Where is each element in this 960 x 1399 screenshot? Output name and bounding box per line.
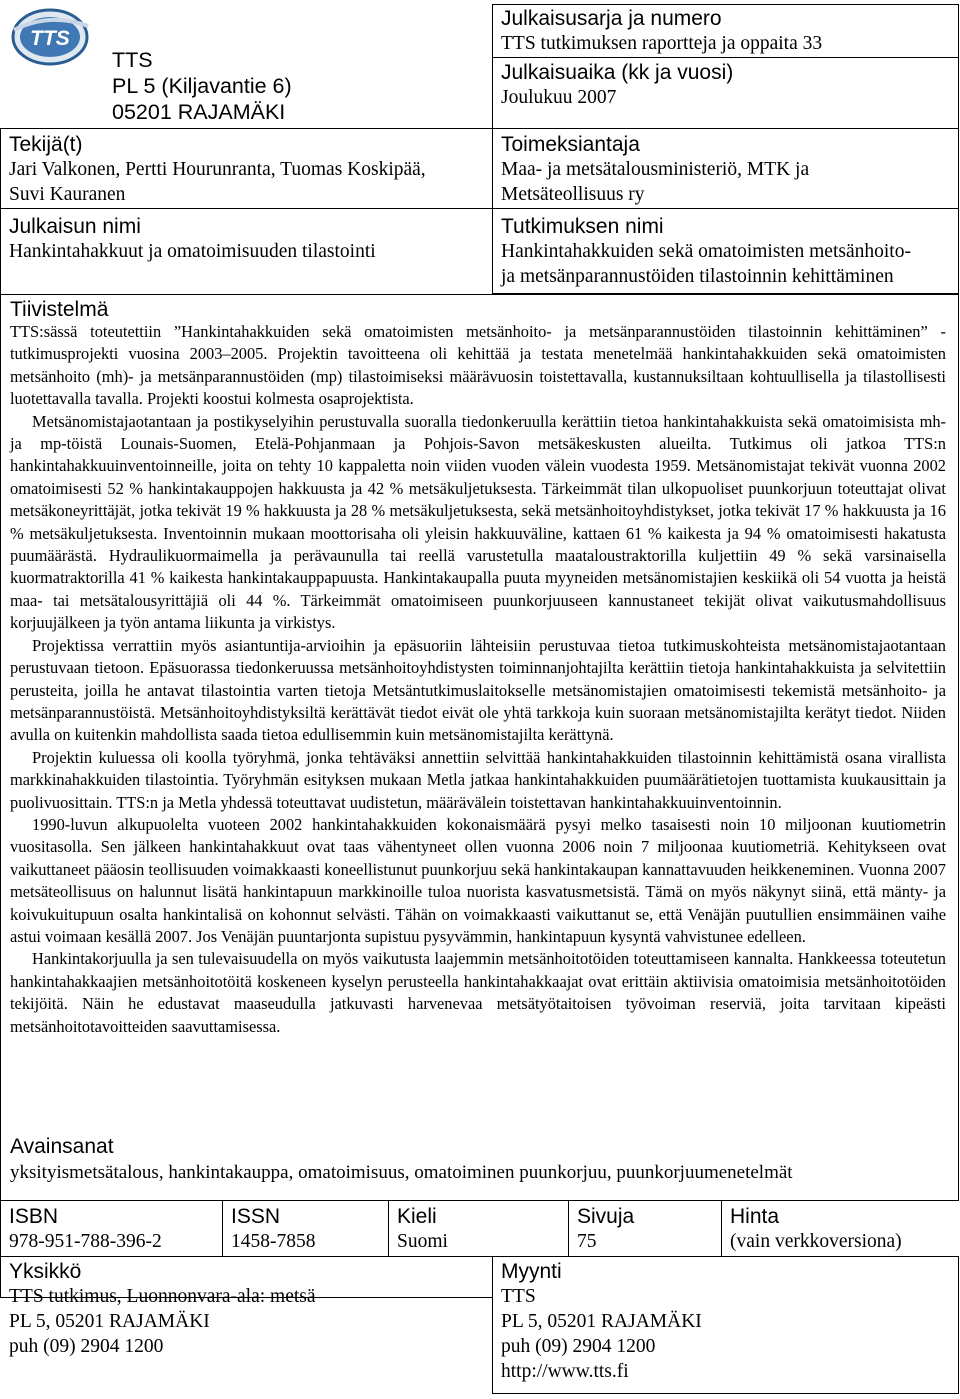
organization-address: PL 5 (Kiljavantie 6)	[112, 74, 292, 98]
pages-cell	[568, 1201, 721, 1256]
abstract-paragraph-5: 1990-luvun alkupuolelta vuoteen 2002 hankintahakkuiden kokonaismäärä pysyi melko tasaisesti noin 10 miljoonan kuutiometrin vuositasolla. Sen jälkeen hankintahakkuut ovat taas vähentyneet ollen vuonna 2006 noin 7 miljoonaa kuutiometriä. Kehitykseen ovat vaikuttaneet pääosin teollisuuden voimakkaasti koneellistunut puunkorjuu sekä hankintakaupan kannattavuuden heikkeneminen. Vuonna 2007 metsäteollisuus on halunnut lisätä hankintapuun markkinoille tuloa nuorista kasvatusmetsistä. Tämä on myös näkynyt siinä, että mänty- ja koivukuitupuun osalta hankintalisä on kohonnut selvästi. Tähän on voimakkaasti vaikuttanut se, että Venäjän puutullien ensimmäinen vaihe astui voimaan kesällä 2007. Jos Venäjän puuntarjonta supistuu pysyvämmin, hankintapuun kysyntä vahvistunee edelleen.	[10, 814, 946, 946]
organization-postal: 05201 RAJAMÄKI	[112, 100, 286, 124]
keywords-label: Avainsanat	[10, 1135, 114, 1158]
commissioner-line-2: Metsäteollisuus ry	[501, 184, 645, 205]
research-line-1: Hankintahakkuiden sekä omatoimisten metsänhoito-	[501, 241, 911, 262]
series-label: Julkaisusarja ja numero	[501, 7, 722, 30]
unit-label: Yksikkö	[9, 1260, 82, 1283]
unit-cell	[0, 1257, 492, 1357]
research-cell	[492, 209, 959, 294]
sales-line-2: PL 5, 05201 RAJAMÄKI	[501, 1311, 702, 1332]
price-cell	[721, 1201, 959, 1256]
commissioner-line-1: Maa- ja metsätalousministeriö, MTK ja	[501, 159, 810, 180]
language-label: Kieli	[397, 1205, 437, 1228]
research-line-2: ja metsänparannustöiden tilastoinnin kehittäminen	[501, 266, 894, 287]
keywords-value: yksityismetsätalous, hankintakauppa, omatoimisuus, omatoiminen puunkorjuu, puunkorjuumenetelmät	[10, 1162, 793, 1183]
date-value: Joulukuu 2007	[501, 87, 617, 108]
logo-text: TTS	[30, 27, 70, 50]
organization-info	[112, 47, 292, 125]
commissioner-cell	[492, 129, 959, 208]
unit-line-1: TTS tutkimus, Luonnonvara-ala: metsä	[9, 1286, 316, 1307]
sales-line-1: TTS	[501, 1286, 536, 1307]
pubname-cell	[0, 209, 492, 294]
isbn-cell	[0, 1201, 222, 1256]
sales-cell	[492, 1257, 959, 1393]
abstract-paragraph-1: TTS:sässä toteutettiin ”Hankintahakkuiden sekä omatoimisten metsänhoito- ja metsänparannustöiden tilastoinnin kehittäminen” -tutkimusprojekti vuosina 2003–2005. Projektin tavoitteena oli kehittää ja testata menetelmää hankintahakkuiden sekä omatoimisten metsänhoito (mh)- ja metsänparannustöiden (mp) tilastoimiseksi määrävuosin toistettavalla, kustannuksiltaan kohtuullisella ja tilastollisesti luotettavalla tavalla. Projekti koostui kolmesta osaprojektista.	[10, 322, 946, 409]
abstract-paragraph-4: Projektin kuluessa oli koolla työryhmä, jonka tehtäväksi annettiin selvittää hankintahakkuiden tilastoinnin kehittämistä osana virallista markkinahakkuiden tilastointia. Työryhmän esityksen mukaan Metla jatkaa hankintahakkuiden puumäärätietojen tuottamista kuukausittain ja puolivuosittain. TTS:n ja Metla yhdessä toteuttavat uudistetun, määrävälein toistettavan hankintahakkuuinventoinnin.	[10, 747, 946, 812]
authors-line-1: Jari Valkonen, Pertti Hourunranta, Tuomas Koskipää,	[9, 159, 426, 180]
authors-label: Tekijä(t)	[9, 133, 83, 156]
sales-website-link[interactable]: http://www.tts.fi	[501, 1361, 629, 1382]
language-value: Suomi	[397, 1231, 448, 1252]
isbn-label: ISBN	[9, 1205, 59, 1228]
pubname-label: Julkaisun nimi	[9, 215, 141, 238]
sales-label: Myynti	[501, 1260, 562, 1283]
unit-line-3: puh (09) 2904 1200	[9, 1336, 164, 1357]
series-value: TTS tutkimuksen raportteja ja oppaita 33	[501, 33, 823, 54]
date-cell	[492, 58, 959, 128]
price-label: Hinta	[730, 1205, 780, 1228]
tts-logo	[10, 6, 92, 66]
abstract-body	[10, 321, 946, 1038]
abstract-paragraph-2: Metsänomistajaotantaan ja postikyselyihin perustuvalla suoralla tiedonkeruulla kerättiin tietoa hankintahakkuista sekä omatoimisista mh- ja mp-töistä Lounais-Suomen, Etelä-Pohjanmaan ja Pohjois-Savon metsäkeskusten alueilta. Tutkimus oli jatkoa TTS:n hankintahakkuuinventoinneille, joita on tehty 10 kappaletta noin viiden vuoden välein vuodesta 1959. Metsänomistajat tekivät vuonna 2002 omatoimisesti 52 % hankintakauppojen hakkuusta ja 42 % metsäkuljetuksesta. Tärkeimmät tilan ulkopuoliset puunkorjuun toteuttajat olivat metsäkoneyrittäjät, jotka tekivät 19 % hakkuusta ja 28 % metsäkuljetuksesta, sekä metsänhoitoyhdistykset, jotka tekivät 17 % hakkuusta ja 16 % metsäkuljetuksesta. Inventoinnin mukaan moottorisaha oli yleisin hakkuuväline, kattaen 61 % kaikesta ja 94 % omatoimisesti hakatusta puumäärästä. Hydraulikuormaimella ja perävaunulla tai reellä varustetulla maataloustraktorilla kuljettiin 49 % sekä varsinaisella kuormatraktorilla 41 % kaikesta hankintakauppapuusta. Hankintakaupalla puuta myyneiden metsänomistajien keskiikä oli 54 vuotta ja heistä maa- tai metsätalousyrittäjiä oli 44 %. Tärkeimmät omatoimiseen puunkorjuuseen kannustaneet tekijät olivat vaikutusmahdollisuus korjuujälkeen ja työn antama liikunta ja virkistys.	[10, 411, 946, 633]
pages-label: Sivuja	[577, 1205, 635, 1228]
abstract-paragraph-3: Projektissa verrattiin myös asiantuntija-arvioihin ja epäsuoriin lähteisiin perustuvaa tietoa tutkimuskohteista metsänomistajaotantaan perustuvaan tietoon. Epäsuorassa tiedonkeruussa metsänhoitoyhdistysten toiminnanjohtajilta kerättiin tietoja hankintahakkuista ja selvitettiin perusteita, joilla he antavat tilastointia varten tietoja Metsäntutkimuslaitokselle metsänomistajien omatoimisesti tekemistä metsänhoito- ja metsänparannustöistä. Metsänhoitoyhdistyksiltä kerättävät tiedot eivät ole yhtä tarkkoja kuin suoraan metsänomistajilta kerätyt tiedot. Niiden avulla on kuitenkin mahdollista saada tietoa edullisemmin kuin metsänomistajilta kerättynä.	[10, 635, 946, 745]
pubname-value: Hankintahakkuut ja omatoimisuuden tilastointi	[9, 241, 376, 262]
organization-name: TTS	[112, 48, 153, 72]
commissioner-label: Toimeksiantaja	[501, 133, 640, 156]
date-label: Julkaisuaika (kk ja vuosi)	[501, 61, 734, 84]
pages-value: 75	[577, 1231, 597, 1252]
research-label: Tutkimuksen nimi	[501, 215, 664, 238]
abstract-paragraph-6: Hankintakorjuulla ja sen tulevaisuudella on myös vaikutusta laajemmin metsänhoitotöiden toteuttamiseen kannalta. Hankkeessa toteutetun hankintahakkaajien metsänhoitotöitä koskeneen kyselyn perusteella hankintahakkaajat ovat erittäin aktiivisia omatoimisia metsänhoitotöiden tekijöitä. Näin he edustavat maaseudulla jatkuvasti harvenevaa metsätyötaitoisen työvoiman reserviä, joita tarvitaan kipeästi metsänhoitotavoitteiden saavuttamisessa.	[10, 949, 946, 1036]
unit-line-2: PL 5, 05201 RAJAMÄKI	[9, 1311, 210, 1332]
issn-cell	[222, 1201, 388, 1256]
language-cell	[388, 1201, 568, 1256]
isbn-value: 978-951-788-396-2	[9, 1231, 162, 1252]
price-value: (vain verkkoversiona)	[730, 1231, 902, 1252]
authors-cell	[0, 129, 492, 208]
issn-value: 1458-7858	[231, 1231, 316, 1252]
series-cell	[492, 4, 959, 58]
authors-line-2: Suvi Kauranen	[9, 184, 126, 205]
issn-label: ISSN	[231, 1205, 281, 1228]
sales-line-3: puh (09) 2904 1200	[501, 1336, 656, 1357]
abstract-label: Tiivistelmä	[10, 298, 109, 321]
